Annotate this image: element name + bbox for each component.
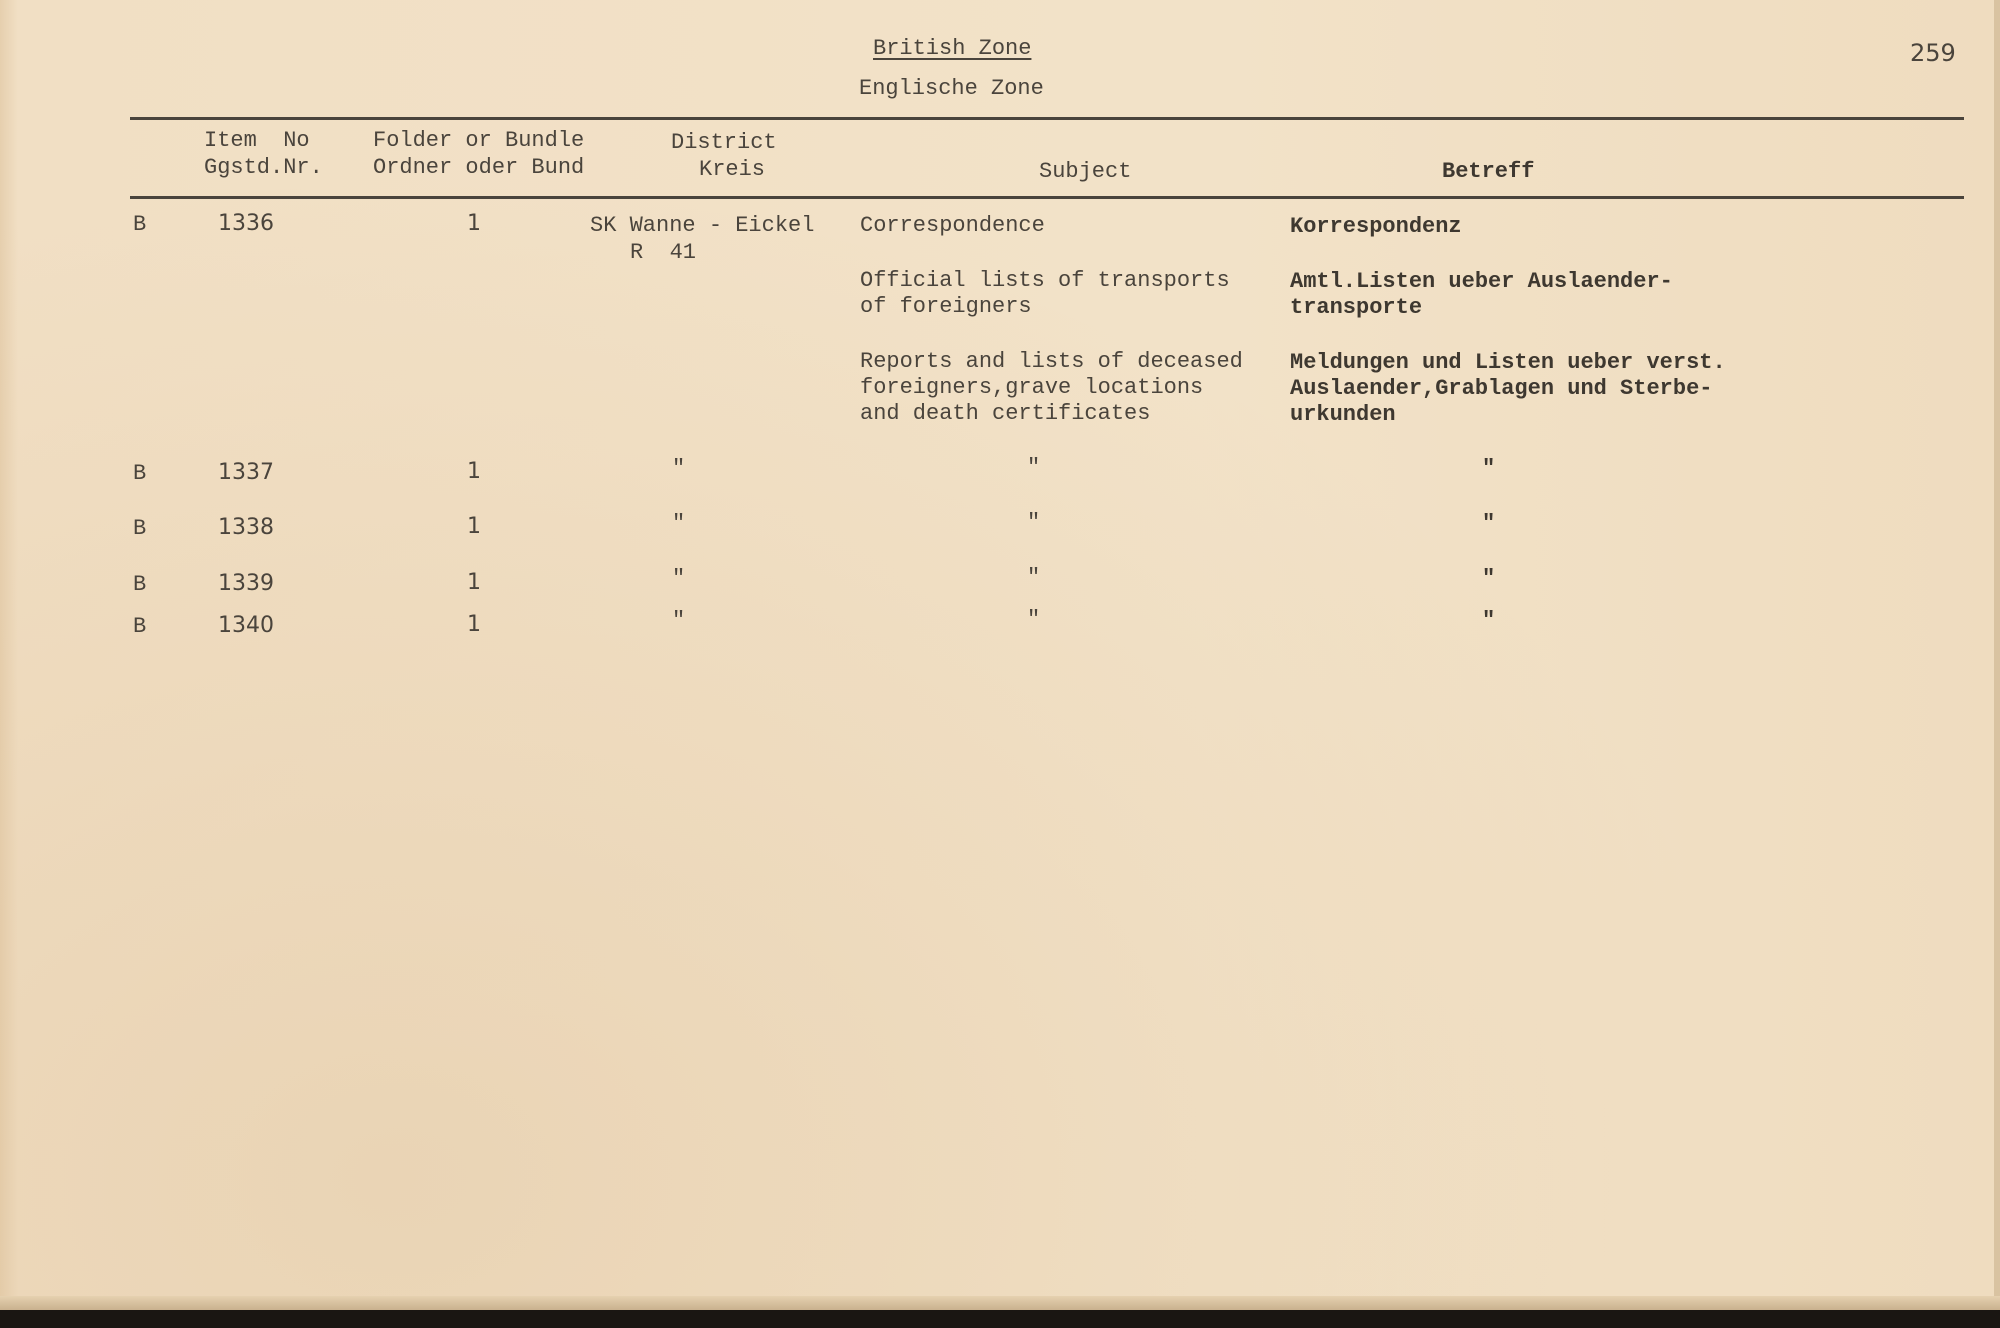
ditto-mark-district: " <box>672 511 686 536</box>
col-district-heading-en: District <box>671 130 777 155</box>
folder-count: 1 <box>467 211 481 236</box>
folder-count: 1 <box>467 514 481 539</box>
row-prefix: B <box>133 212 147 237</box>
ditto-mark-betreff: " <box>1482 566 1496 591</box>
subject-entry: Correspondence <box>860 213 1045 238</box>
row-prefix: B <box>133 516 147 541</box>
folder-count: 1 <box>467 459 481 484</box>
subject-entry: Reports and lists of deceased foreigners,grave locations and death certificates <box>860 349 1243 426</box>
item-number: 1337 <box>218 460 274 485</box>
ditto-mark-subject: " <box>1027 510 1041 535</box>
ditto-mark-district: " <box>672 608 686 633</box>
col-district-heading-de: Kreis <box>699 157 766 182</box>
ditto-mark-subject: " <box>1027 565 1041 590</box>
betreff-entry: Korrespondenz <box>1290 214 1462 239</box>
zone-title-english: British Zone <box>873 36 1032 61</box>
folder-count: 1 <box>467 612 481 637</box>
folder-count: 1 <box>467 570 481 595</box>
subject-entry: Official lists of transports of foreigners <box>860 268 1230 319</box>
row-prefix: B <box>133 461 147 486</box>
ditto-mark-betreff: " <box>1482 511 1496 536</box>
ditto-mark-district: " <box>672 566 686 591</box>
item-number: 1338 <box>218 515 274 540</box>
ditto-mark-betreff: " <box>1482 456 1496 481</box>
item-number: 1336 <box>218 211 274 236</box>
page-edge-bottom <box>0 1296 2000 1310</box>
col-subject-heading: Subject <box>1039 159 1132 184</box>
row-prefix: B <box>133 572 147 597</box>
ditto-mark-betreff: " <box>1482 608 1496 633</box>
betreff-entry: Meldungen und Listen ueber verst. Auslaender,Grablagen und Sterbe- urkunden <box>1290 350 1726 427</box>
betreff-entry: Amtl.Listen ueber Auslaender- transporte <box>1290 269 1673 320</box>
zone-title-german: Englische Zone <box>859 76 1044 101</box>
district-code: R 41 <box>630 240 697 265</box>
row-prefix: B <box>133 614 147 639</box>
col-betreff-heading: Betreff <box>1442 159 1535 184</box>
ditto-mark-subject: " <box>1027 607 1041 632</box>
col-item-heading-de: Ggstd.Nr. <box>204 155 323 180</box>
header-bottom-rule <box>130 196 1964 199</box>
ditto-mark-district: " <box>672 456 686 481</box>
col-item-heading-en: Item No <box>204 128 310 153</box>
district-name: SK Wanne - Eickel <box>590 213 815 238</box>
item-number: 1340 <box>218 613 274 638</box>
ditto-mark-subject: " <box>1027 455 1041 480</box>
page-number: 259 <box>1910 39 1956 67</box>
header-top-rule <box>130 117 1964 120</box>
col-folder-heading-de: Ordner oder Bund <box>373 155 585 180</box>
col-folder-heading-en: Folder or Bundle <box>373 128 585 153</box>
page-edge-right <box>1994 0 2000 1310</box>
item-number: 1339 <box>218 571 274 596</box>
